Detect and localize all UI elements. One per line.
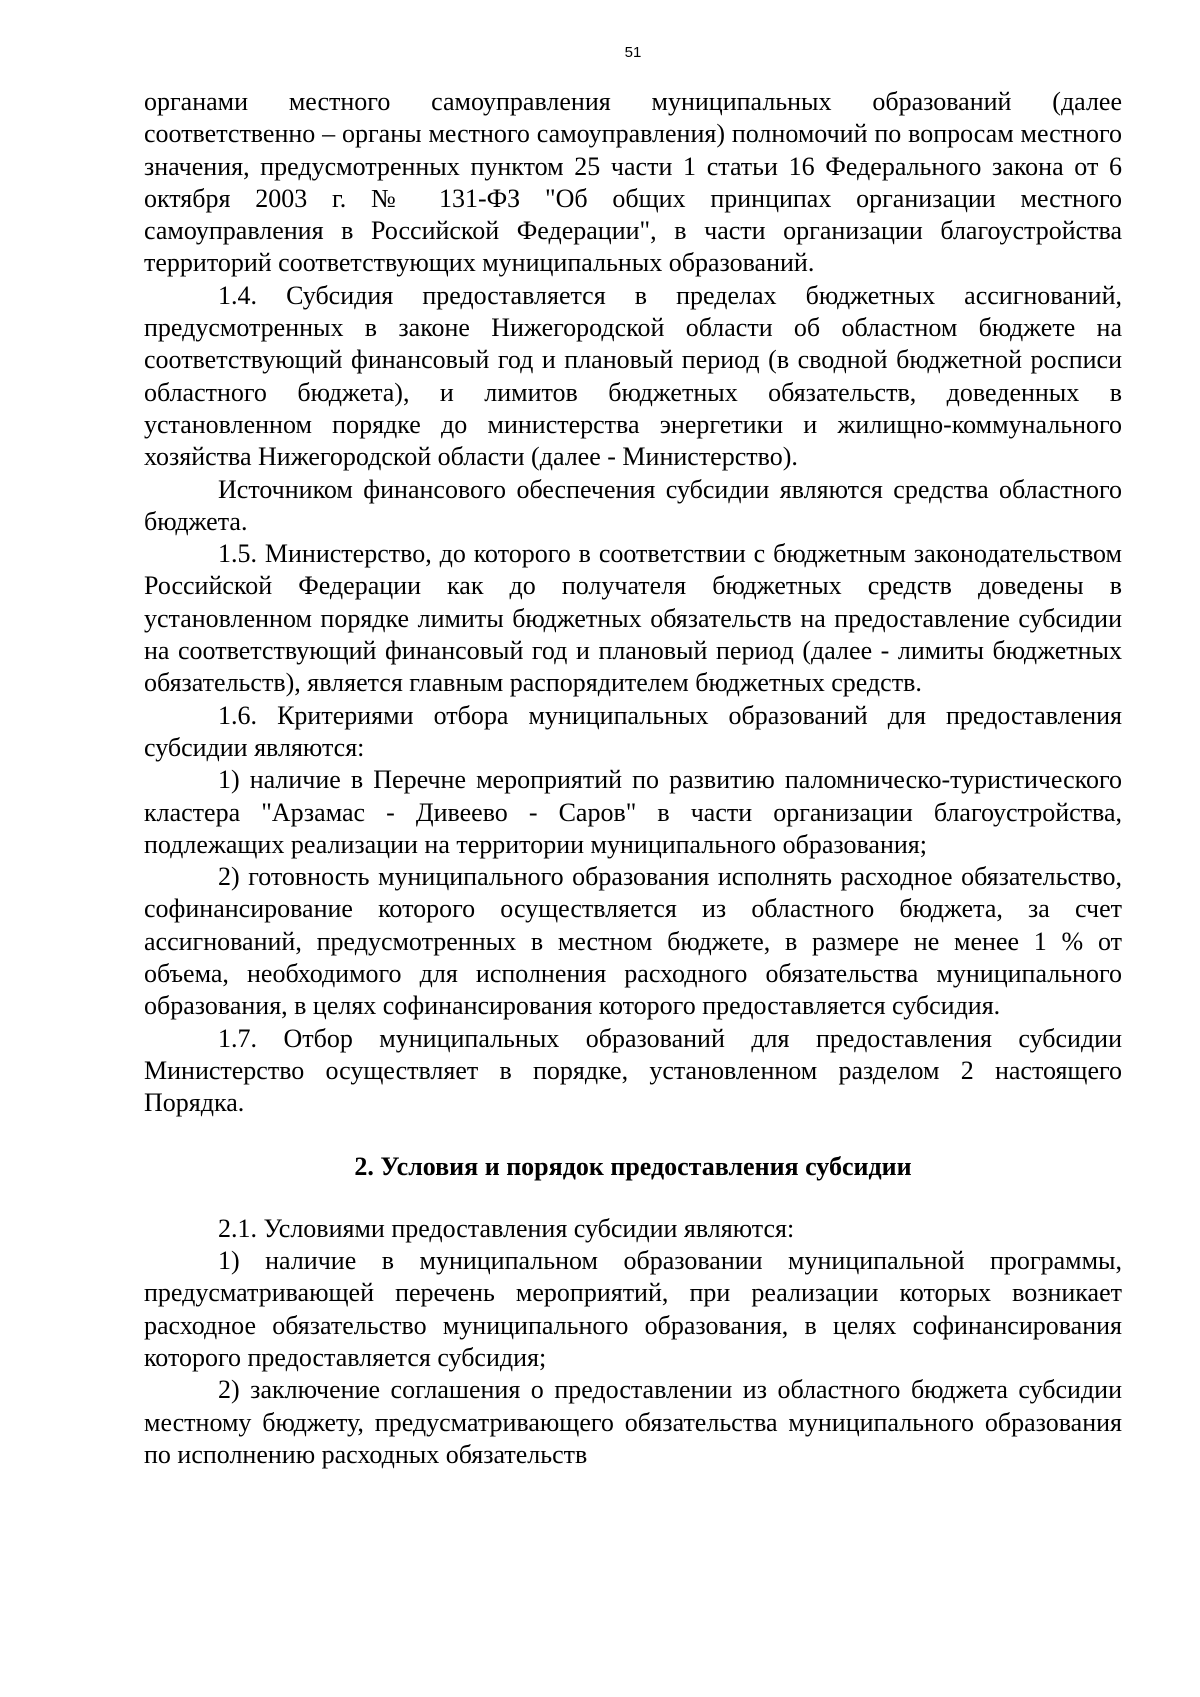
paragraph-continuation: органами местного самоуправления муниципальных образований (далее соответственно – органы местного самоуправления) полномочий по вопросам местного значения, предусмотренных пунктом 25 части 1 статьи 16 Федерального закона от 6 октября 2003 г. № 131-ФЗ "Об общих принципах организации местного самоуправления в Российской Федерации", в части организации благоустройства территорий соответствующих муниципальных образований. xyxy=(144,87,1122,278)
section-heading: 2. Условия и порядок предоставления субсидии xyxy=(354,1151,912,1181)
paragraph-funding-source: Источником финансового обеспечения субсидии являются средства областного бюджета. xyxy=(144,474,1122,536)
document-body xyxy=(144,86,1122,1471)
paragraph-criterion-2: 2) готовность муниципального образования исполнять расходное обязательство, софинансирование которого осуществляется из областного бюджета, за счет ассигнований, предусмотренных в местном бюджете, в размере не менее 1 % от объема, необходимого для исполнения расходного обязательства муниципального образования, в целях софинансирования которого предоставляется субсидия. xyxy=(144,862,1122,1021)
page-number: 51 xyxy=(624,44,642,61)
paragraph-1-4: 1.4. Субсидия предоставляется в пределах бюджетных ассигнований, предусмотренных в законе Нижегородской области об областном бюджете на соответствующий финансовый год и плановый период (в сводной бюджетной росписи областного бюджета), и лимитов бюджетных обязательств, доведенных в установленном порядке до министерства энергетики и жилищно-коммунального хозяйства Нижегородской области (далее - Министерство). xyxy=(144,280,1122,472)
paragraph-2-1: 2.1. Условиями предоставления субсидии являются: xyxy=(218,1213,795,1243)
paragraph-criterion-1: 1) наличие в Перечне мероприятий по развитию паломническо-туристического кластера "Арзамас - Дивеево - Саров" в части организации благоустройства, подлежащих реализации на территории муниципального образования; xyxy=(144,765,1122,859)
paragraph-condition-2: 2) заключение соглашения о предоставлении из областного бюджета субсидии местному бюджету, предусматривающего обязательства муниципального образования по исполнению расходных обязательств xyxy=(144,1375,1122,1469)
paragraph-condition-1: 1) наличие в муниципальном образовании муниципальной программы, предусматривающей перечень мероприятий, при реализации которых возникает расходное обязательство муниципального образования, в целях софинансирования которого предоставляется субсидия; xyxy=(144,1246,1122,1372)
paragraph-1-5: 1.5. Министерство, до которого в соответствии с бюджетным законодательством Российской Федерации как до получателя бюджетных средств доведены в установленном порядке лимиты бюджетных обязательств на предоставление субсидии на соответствующий финансовый год и плановый период (далее - лимиты бюджетных обязательств), является главным распорядителем бюджетных средств. xyxy=(144,539,1122,698)
paragraph-1-6: 1.6. Критериями отбора муниципальных образований для предоставления субсидии являются: xyxy=(144,700,1122,762)
paragraph-1-7: 1.7. Отбор муниципальных образований для предоставления субсидии Министерство осуществляет в порядке, установленном разделом 2 настоящего Порядка. xyxy=(144,1023,1122,1118)
